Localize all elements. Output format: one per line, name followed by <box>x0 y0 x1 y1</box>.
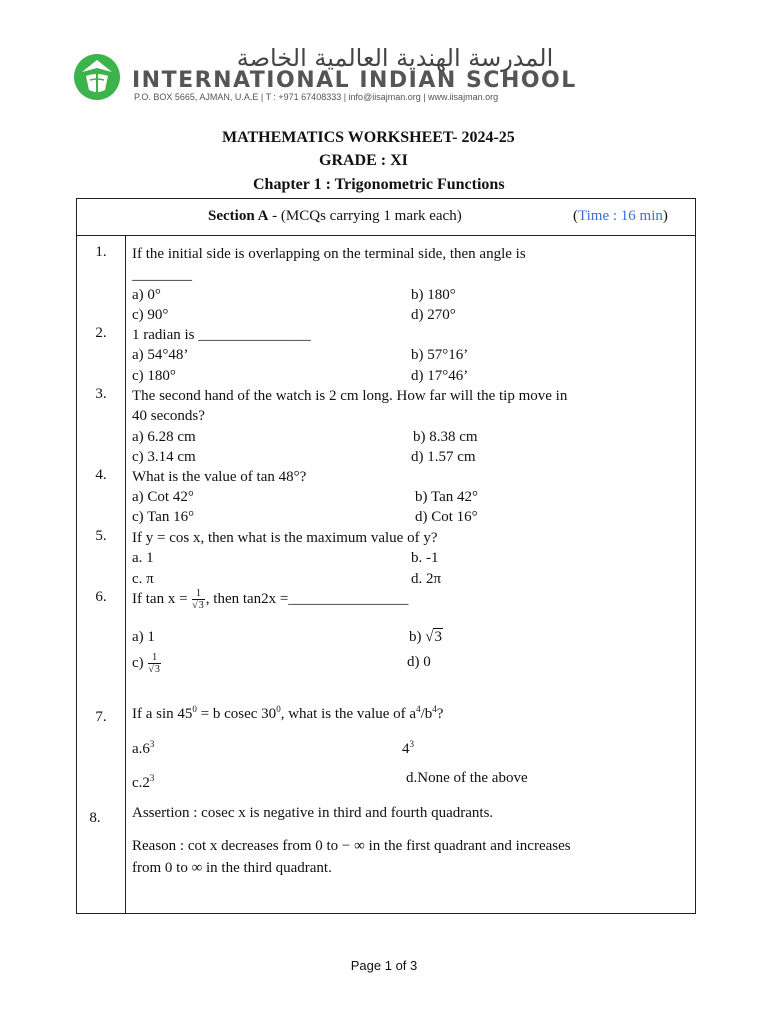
option-d: d) 17°46’ <box>411 368 469 384</box>
q7-part: = b cosec 30 <box>196 706 277 722</box>
option-b: b) 57°16’ <box>411 347 469 363</box>
option-b: b) 8.38 cm <box>413 429 478 445</box>
grade-label: GRADE : XI <box>319 152 408 169</box>
option-c <box>132 649 162 677</box>
option-a <box>132 734 154 759</box>
question-number: 6. <box>95 589 107 605</box>
question-text: What is the value of tan 48°? <box>132 469 307 485</box>
section-label <box>208 208 462 225</box>
option-b <box>402 734 414 759</box>
question-text: If the initial side is overlapping on the terminal side, then angle is <box>132 246 526 262</box>
question-text <box>132 699 443 724</box>
option-c-base: c.2 <box>132 775 150 791</box>
option-c: c) 180° <box>132 368 176 384</box>
option-c <box>132 768 154 793</box>
option-b: b) Tan 42° <box>415 489 478 505</box>
option-b: b. -1 <box>411 550 439 566</box>
q7-part: If a sin 45 <box>132 706 193 722</box>
fraction-denominator: √3 <box>192 600 204 612</box>
option-c: c) 90° <box>132 307 169 323</box>
option-b: b) 180° <box>411 287 456 303</box>
radicand: 3 <box>198 600 204 612</box>
question-text-pre: If tan x = <box>132 591 192 607</box>
question-number: 8. <box>89 810 101 826</box>
question-text: If y = cos x, then what is the maximum value of y? <box>132 530 438 546</box>
option-a: a) Cot 42° <box>132 489 194 505</box>
question-table <box>76 198 696 914</box>
fraction <box>192 588 205 611</box>
option-a: a) 54°48’ <box>132 347 189 363</box>
school-logo-icon <box>72 52 122 102</box>
option-a-exp: 3 <box>149 739 155 749</box>
question-number: 3. <box>95 386 107 402</box>
option-b: b) √3 <box>409 629 442 645</box>
question-text: The second hand of the watch is 2 cm long. How far will the tip move in <box>132 388 568 404</box>
option-d: d. 2π <box>411 571 442 587</box>
question-number: 4. <box>95 467 107 483</box>
fraction-numerator: 1 <box>192 588 205 600</box>
school-name: INTERNATIONAL INDIAN SCHOOL <box>132 68 577 93</box>
q7-sup: 4 <box>432 704 437 714</box>
question-number: 7. <box>95 709 107 725</box>
chapter-label: Chapter 1 : Trigonometric Functions <box>253 176 505 193</box>
fraction-denominator: √3 <box>148 664 160 676</box>
section-name: Section A <box>208 208 269 224</box>
option-d: d) 270° <box>411 307 456 323</box>
option-a: a. 1 <box>132 550 154 566</box>
radicand: 3 <box>154 664 160 676</box>
q7-sup: 0 <box>276 704 281 714</box>
question-text <box>132 585 408 613</box>
option-c-exp: 3 <box>149 773 155 783</box>
question-number: 5. <box>95 528 107 544</box>
worksheet-title: MATHEMATICS WORKSHEET- 2024-25 <box>222 129 515 146</box>
question-number: 1. <box>95 244 107 260</box>
page-footer: Page 1 of 3 <box>350 958 418 973</box>
option-d: d.None of the above <box>406 770 528 786</box>
school-name-arabic: المدرسة الهندية العالمية الخاصة <box>236 44 554 72</box>
question-number: 2. <box>95 325 107 341</box>
option-d: d) Cot 16° <box>415 509 478 525</box>
option-b-exp: 3 <box>409 739 414 749</box>
section-header-row <box>77 199 695 236</box>
section-description: - (MCQs carrying 1 mark each) <box>268 208 462 224</box>
q7-part: , what is the value of a <box>280 706 417 722</box>
question-text-blank: ________ <box>132 267 192 283</box>
q7-sup: 0 <box>192 704 197 714</box>
q7-sup: 4 <box>416 704 421 714</box>
time-text: Time : 16 min <box>578 208 663 224</box>
option-c-prefix: c) <box>132 655 148 671</box>
option-d: d) 1.57 cm <box>411 449 476 465</box>
option-c: c) Tan 16° <box>132 509 195 525</box>
column-divider <box>125 235 126 913</box>
option-d: d) 0 <box>407 654 431 670</box>
time-limit: (Time : 16 min) <box>573 208 668 224</box>
fraction <box>148 652 161 675</box>
q7-part: ? <box>436 706 444 722</box>
option-a: a) 6.28 cm <box>132 429 196 445</box>
option-c: c. π <box>132 571 154 587</box>
option-b-prefix: b) <box>409 629 426 645</box>
reason-text: Reason : cot x decreases from 0 to − ∞ in the first quadrant and increases <box>132 838 571 854</box>
question-text: 1 radian is _______________ <box>132 327 311 343</box>
option-a-base: a.6 <box>132 741 150 757</box>
question-text-cont: 40 seconds? <box>132 408 205 424</box>
option-c: c) 3.14 cm <box>132 449 196 465</box>
radicand: 3 <box>434 629 442 645</box>
assertion-text: Assertion : cosec x is negative in third and fourth quadrants. <box>132 805 494 821</box>
option-a: a) 1 <box>132 629 155 645</box>
option-b-base: 4 <box>402 741 410 757</box>
fraction-numerator: 1 <box>148 652 161 664</box>
reason-text-cont: from 0 to ∞ in the third quadrant. <box>132 860 332 876</box>
question-text-post: , then tan2x =________________ <box>205 591 409 607</box>
option-a: a) 0° <box>132 287 161 303</box>
q7-part: /b <box>420 706 433 722</box>
school-address: P.O. BOX 5665, AJMAN, U.A.E | T : +971 67408333 | info@iisajman.org | www.iisajman.org <box>134 92 499 102</box>
